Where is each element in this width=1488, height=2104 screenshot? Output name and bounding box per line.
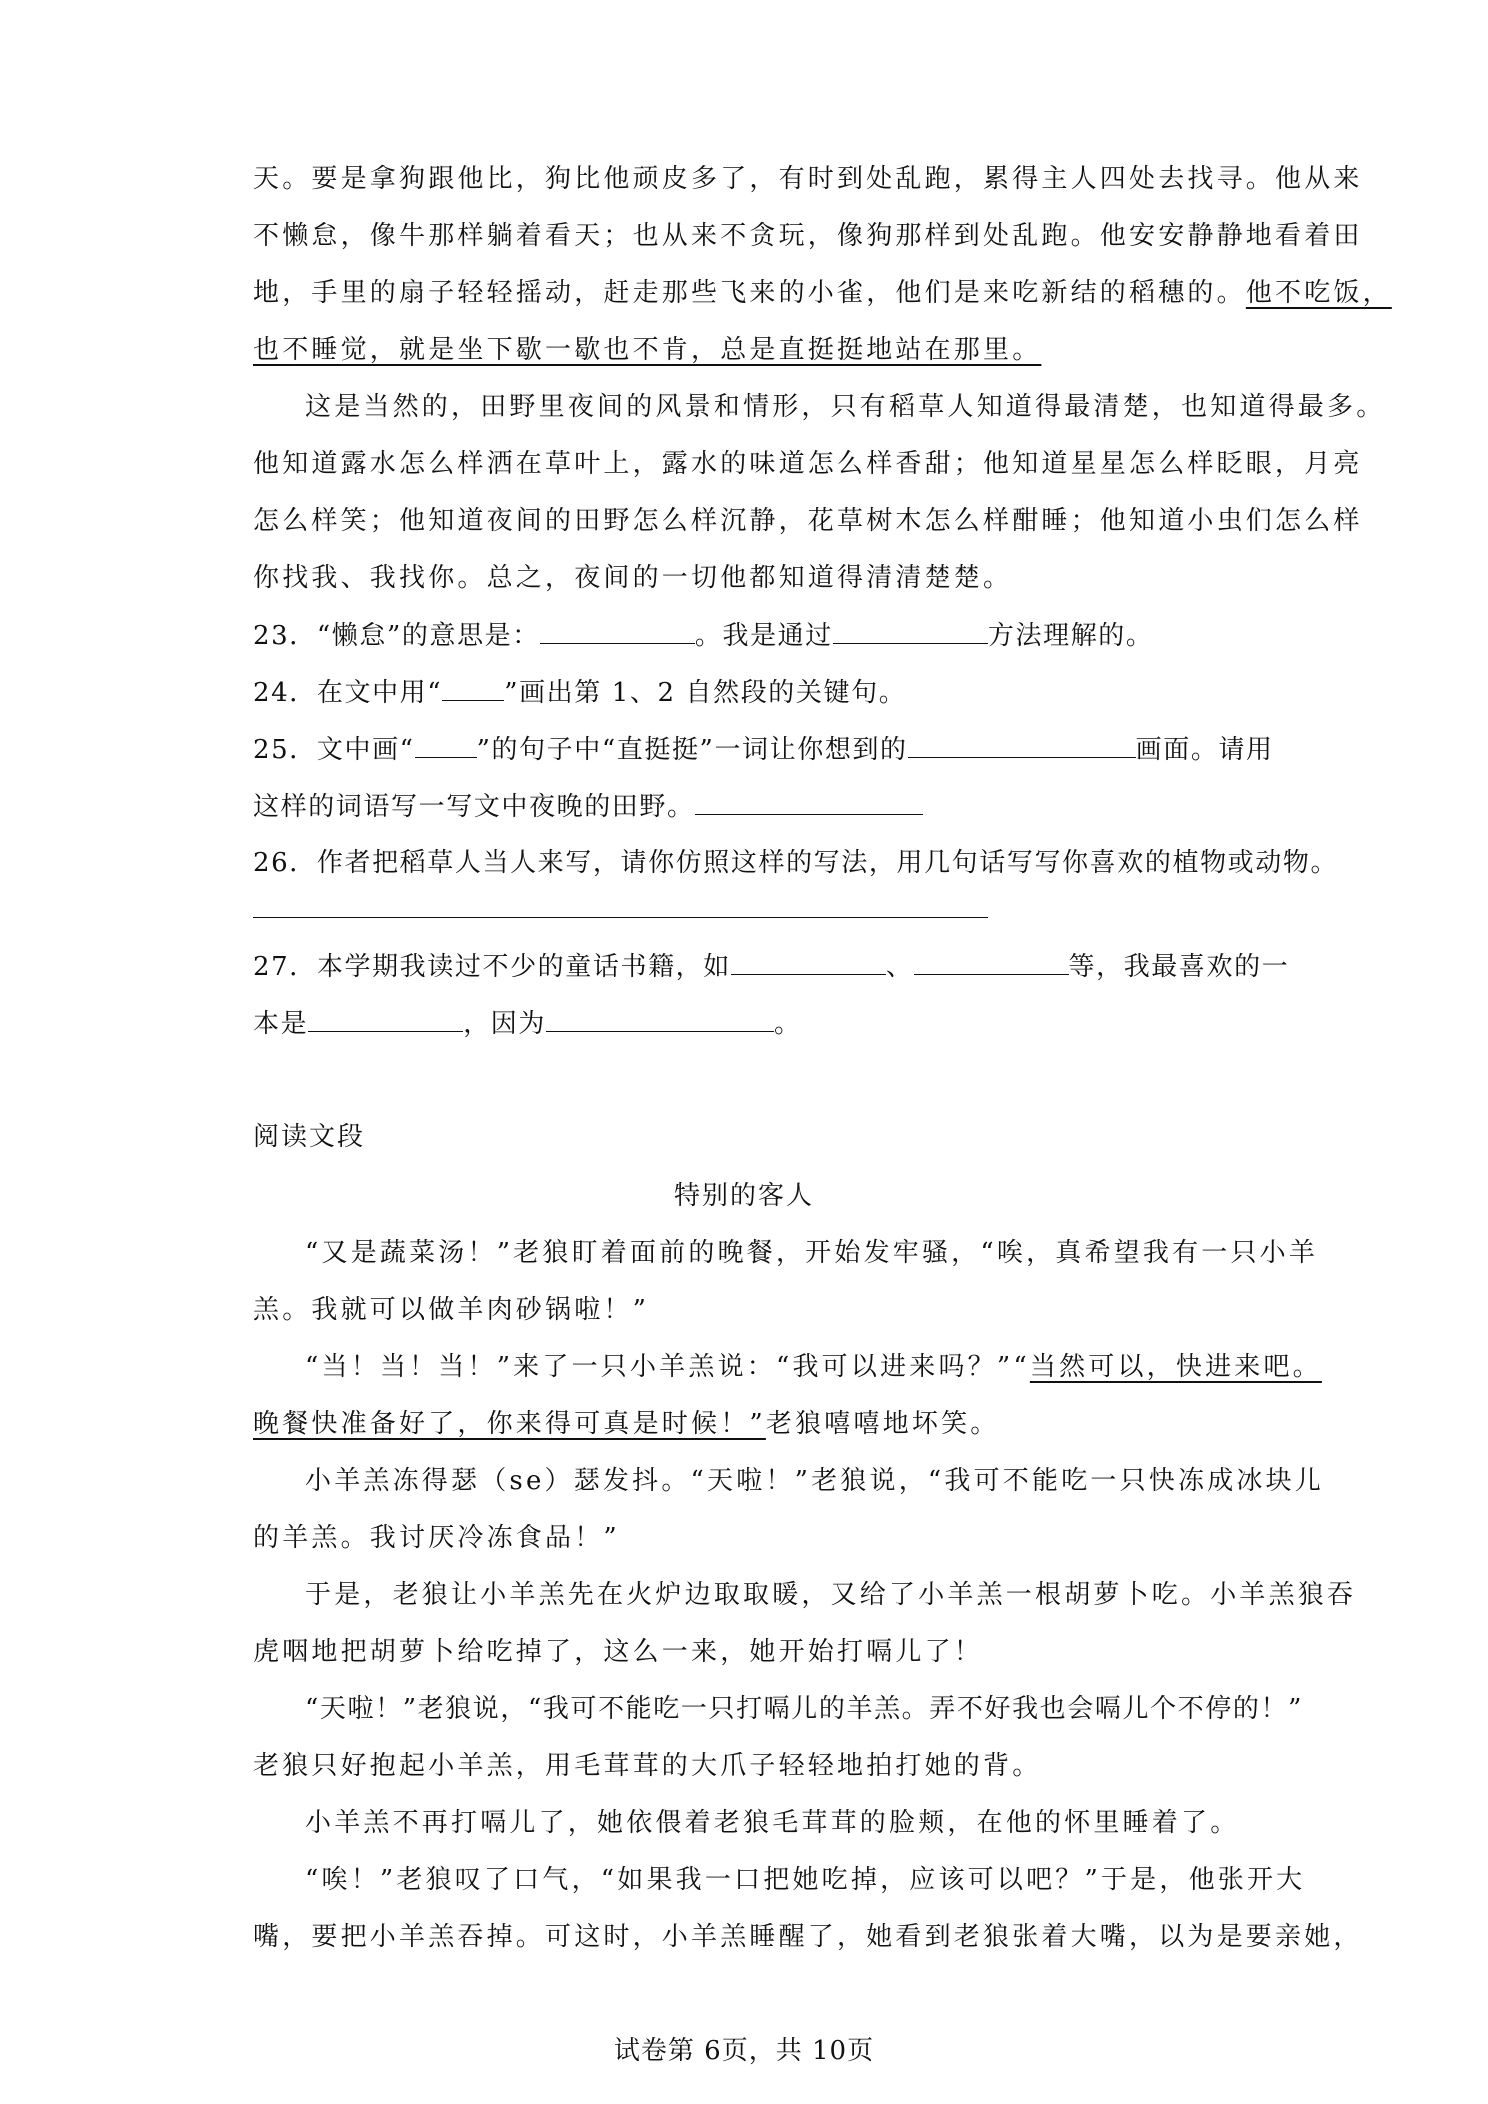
passage2-line <box>253 1406 1000 1442</box>
passage1-line-6: 他知道露水怎么样洒在草叶上，露水的味道怎么样香甜；他知道星星怎么样眨眼，月亮 <box>253 449 1363 479</box>
question-26: 26．作者把稻草人当人来写，请你仿照这样的写法，用几句话写写你喜欢的植物或动物。 <box>253 848 1339 878</box>
passage2-line: 嘴，要把小羊羔吞掉。可这时，小羊羔睡醒了，她看到老狼张着大嘴，以为是要亲她， <box>253 1922 1363 1952</box>
answer-blank[interactable] <box>914 948 1069 975</box>
story-title: 特别的客人 <box>673 1181 814 1211</box>
answer-blank[interactable] <box>731 948 886 975</box>
passage2-line: “天啦！”老狼说，“我可不能吃一只打嗝儿的羊羔。弄不好我也会嗝儿个不停的！” <box>305 1694 1303 1724</box>
passage1-line-3 <box>253 275 1392 311</box>
answer-line[interactable] <box>253 917 988 918</box>
passage2-line: 虎咽地把胡萝卜给吃掉了，这么一来，她开始打嗝儿了！ <box>253 1637 984 1667</box>
section-heading: 阅读文段 <box>253 1122 366 1152</box>
question-text: 本是 <box>253 1009 309 1039</box>
question-text: ”画出第 1、2 自然段的关键句。 <box>504 678 907 708</box>
answer-blank[interactable] <box>695 788 923 815</box>
question-text: 画面。请用 <box>1135 735 1274 765</box>
question-text: 方法理解的。 <box>987 621 1154 651</box>
answer-blank[interactable] <box>546 1005 774 1032</box>
question-24 <box>253 674 906 711</box>
passage2-line: 小羊羔不再打嗝儿了，她依偎着老狼毛茸茸的脸颊，在他的怀里睡着了。 <box>305 1808 1240 1838</box>
passage1-line-2: 不懒怠，像牛那样躺着看天；也从来不贪玩，像狗那样到处乱跑。他安安静静地看着田 <box>253 221 1363 251</box>
question-text: 等，我最喜欢的一 <box>1068 952 1290 982</box>
answer-blank[interactable] <box>833 617 988 644</box>
question-text: 24．在文中用“ <box>253 678 443 708</box>
question-text: 。我是通过 <box>694 621 833 651</box>
passage1-text: 地，手里的扇子轻轻摇动，赶走那些飞来的小雀，他们是来吃新结的稻穗的。 <box>253 278 1246 308</box>
passage2-line: “唉！”老狼叹了口气，“如果我一口把她吃掉，应该可以吧？”于是，他张开大 <box>305 1865 1306 1895</box>
question-text: 23．“懒怠”的意思是： <box>253 621 540 651</box>
answer-blank[interactable] <box>540 617 695 644</box>
passage1-line-5: 这是当然的，田野里夜间的风景和情形，只有稻草人知道得最清楚，也知道得最多。 <box>305 392 1386 422</box>
passage2-text: 老狼嘻嘻地坏笑。 <box>765 1409 1000 1439</box>
answer-blank[interactable] <box>308 1005 463 1032</box>
passage2-line: 老狼只好抱起小羊羔，用毛茸茸的大爪子轻轻地拍打她的背。 <box>253 1751 1042 1781</box>
passage2-line: 羔。我就可以做羊肉砂锅啦！” <box>253 1295 650 1325</box>
question-25 <box>253 731 1274 768</box>
question-text: ”的句子中“直挺挺”一词让你想到的 <box>476 735 908 765</box>
passage2-text: “当！当！当！”来了一只小羊羔说：“我可以进来吗？”“ <box>305 1352 1030 1382</box>
passage2-line <box>305 1349 1322 1385</box>
passage2-line: 小羊羔冻得瑟（se）瑟发抖。“天啦！”老狼说，“我可不能吃一只快冻成冰块儿 <box>305 1466 1325 1496</box>
question-text: ，因为 <box>463 1009 547 1039</box>
passage2-line: 的羊羔。我讨厌冷冻食品！” <box>253 1523 620 1553</box>
question-27 <box>253 948 1289 985</box>
underline-mark <box>442 674 504 701</box>
answer-blank[interactable] <box>908 731 1136 758</box>
underlined-sentence: 当然可以，快进来吧。 <box>1029 1352 1322 1382</box>
question-text: 、 <box>885 952 914 982</box>
passage1-line-7: 怎么样笑；他知道夜间的田野怎么样沉静，花草树木怎么样酣睡；他知道小虫们怎么样 <box>253 506 1363 536</box>
passage2-line: “又是蔬菜汤！”老狼盯着面前的晚餐，开始发牢骚，“唉，真希望我有一只小羊 <box>305 1238 1319 1268</box>
key-sentence-underline: 他不吃饭， <box>1245 278 1392 308</box>
page-footer: 试卷第 6页，共 10页 <box>613 2036 875 2066</box>
question-text: 这样的词语写一写文中夜晚的田野。 <box>253 792 695 822</box>
question-text: 25．文中画“ <box>253 735 415 765</box>
passage1-line-8: 你找我、我找你。总之，夜间的一切他都知道得清清楚楚。 <box>253 563 1013 593</box>
underline-mark <box>415 731 477 758</box>
underlined-sentence: 晚餐快准备好了，你来得可真是时候！” <box>253 1409 766 1439</box>
key-sentence-underline: 也不睡觉，就是坐下歇一歇也不肯，总是直挺挺地站在那里。 <box>253 335 1042 365</box>
passage1-line-1: 天。要是拿狗跟他比，狗比他顽皮多了，有时到处乱跑，累得主人四处去找寻。他从来 <box>253 164 1363 194</box>
question-text: 27．本学期我读过不少的童话书籍，如 <box>253 952 731 982</box>
question-25-cont <box>253 788 923 825</box>
passage2-line: 于是，老狼让小羊羔先在火炉边取取暖，又给了小羊羔一根胡萝卜吃。小羊羔狼吞 <box>305 1580 1357 1610</box>
question-text: 。 <box>774 1009 802 1039</box>
question-27-cont <box>253 1005 802 1042</box>
question-23 <box>253 617 1154 654</box>
